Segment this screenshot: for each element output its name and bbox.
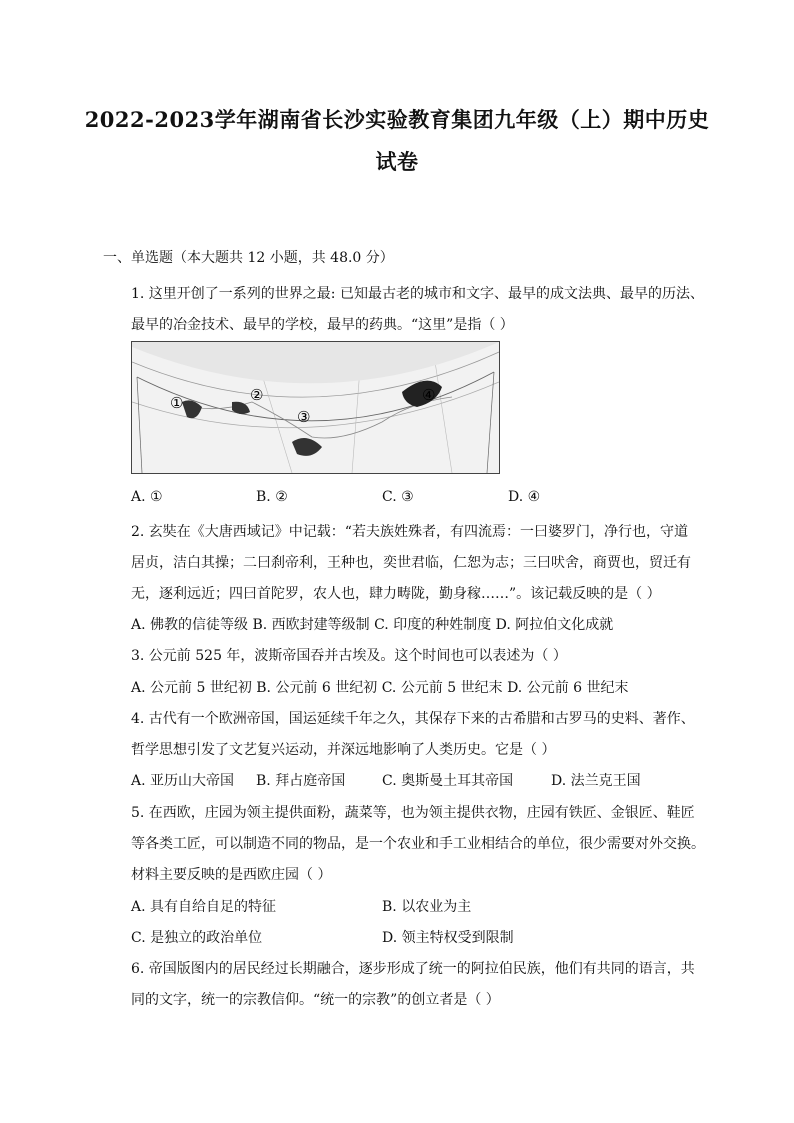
q5-option-a[interactable]: A. 具有自给自足的特征	[131, 899, 277, 915]
q6-stem-line-1: 6. 帝国版图内的居民经过长期融合，逐步形成了统一的阿拉伯民族，他们有共同的语言，共	[131, 961, 695, 977]
q5-option-d[interactable]: D. 领主特权受到限制	[382, 930, 514, 946]
q1-option-b[interactable]: B. ②	[256, 489, 288, 505]
map-label-3: ③	[297, 408, 311, 426]
q4-stem-line-1: 4. 古代有一个欧洲帝国，国运延续千年之久，其保存下来的古希腊和古罗马的史料、著作、	[131, 711, 695, 727]
map-label-2: ②	[250, 386, 264, 404]
paper-title-line-2: 试卷	[375, 149, 419, 174]
q1-option-c[interactable]: C. ③	[382, 489, 414, 505]
q2-stem-line-2: 居贞，洁白其操；二曰刹帝利，王种也，奕世君临，仁恕为志；三曰吠舍，商贾也，贸迁有	[131, 555, 691, 571]
section-heading: 一、单选题（本大题共 12 小题，共 48.0 分）	[103, 250, 394, 266]
q2-stem-line-1: 2. 玄奘在《大唐西域记》中记载：“若夫族姓殊者，有四流焉：一曰婆罗门，净行也，守道	[131, 524, 688, 540]
paper-title-line-1: 2022-2023学年湖南省长沙实验教育集团九年级（上）期中历史	[84, 107, 710, 132]
q4-stem-line-2: 哲学思想引发了文艺复兴运动，并深远地影响了人类历史。它是（ ）	[131, 742, 556, 758]
q4-option-d[interactable]: D. 法兰克王国	[551, 773, 641, 789]
q2-stem-line-3: 无，逐利远近；四曰首陀罗，农人也，肆力畴陇，勤身稼……”。该记载反映的是（ ）	[131, 586, 661, 602]
q4-option-b[interactable]: B. 拜占庭帝国	[256, 773, 346, 789]
q1-stem-line-2: 最早的冶金技术、最早的学校，最早的药典。“这里”是指（ ）	[131, 317, 514, 333]
q1-option-a[interactable]: A. ①	[131, 489, 163, 505]
q6-stem-line-2: 同的文字，统一的宗教信仰。“统一的宗教”的创立者是（ ）	[131, 992, 500, 1008]
map-label-1: ①	[170, 394, 184, 412]
map-label-4: ④	[422, 386, 436, 404]
q2-options[interactable]: A. 佛教的信徒等级 B. 西欧封建等级制 C. 印度的种姓制度 D. 阿拉伯文化成就	[131, 617, 614, 633]
q1-map-image	[131, 341, 500, 474]
q5-stem-line-1: 5. 在西欧，庄园为领主提供面粉，蔬菜等，也为领主提供衣物，庄园有铁匠、金银匠、鞋匠	[131, 805, 695, 821]
q5-stem-line-2: 等各类工匠，可以制造不同的物品，是一个农业和手工业相结合的单位，很少需要对外交换。	[131, 836, 705, 852]
q4-option-a[interactable]: A. 亚历山大帝国	[131, 773, 235, 789]
map-svg	[132, 342, 499, 473]
q1-stem-line-1: 1. 这里开创了一系列的世界之最: 已知最古老的城市和文字、最早的成文法典、最早的历法、	[131, 286, 704, 302]
q5-option-b[interactable]: B. 以农业为主	[382, 899, 472, 915]
q3-options[interactable]: A. 公元前 5 世纪初 B. 公元前 6 世纪初 C. 公元前 5 世纪末 D. 公元前 6 世纪末	[131, 680, 629, 696]
q3-stem-line-1: 3. 公元前 525 年，波斯帝国吞并古埃及。这个时间也可以表述为（ ）	[131, 648, 567, 664]
q5-option-c[interactable]: C. 是独立的政治单位	[131, 930, 263, 946]
q4-option-c[interactable]: C. 奥斯曼土耳其帝国	[382, 773, 514, 789]
q5-stem-line-3: 材料主要反映的是西欧庄园（ ）	[131, 867, 332, 883]
q1-option-d[interactable]: D. ④	[508, 489, 541, 505]
